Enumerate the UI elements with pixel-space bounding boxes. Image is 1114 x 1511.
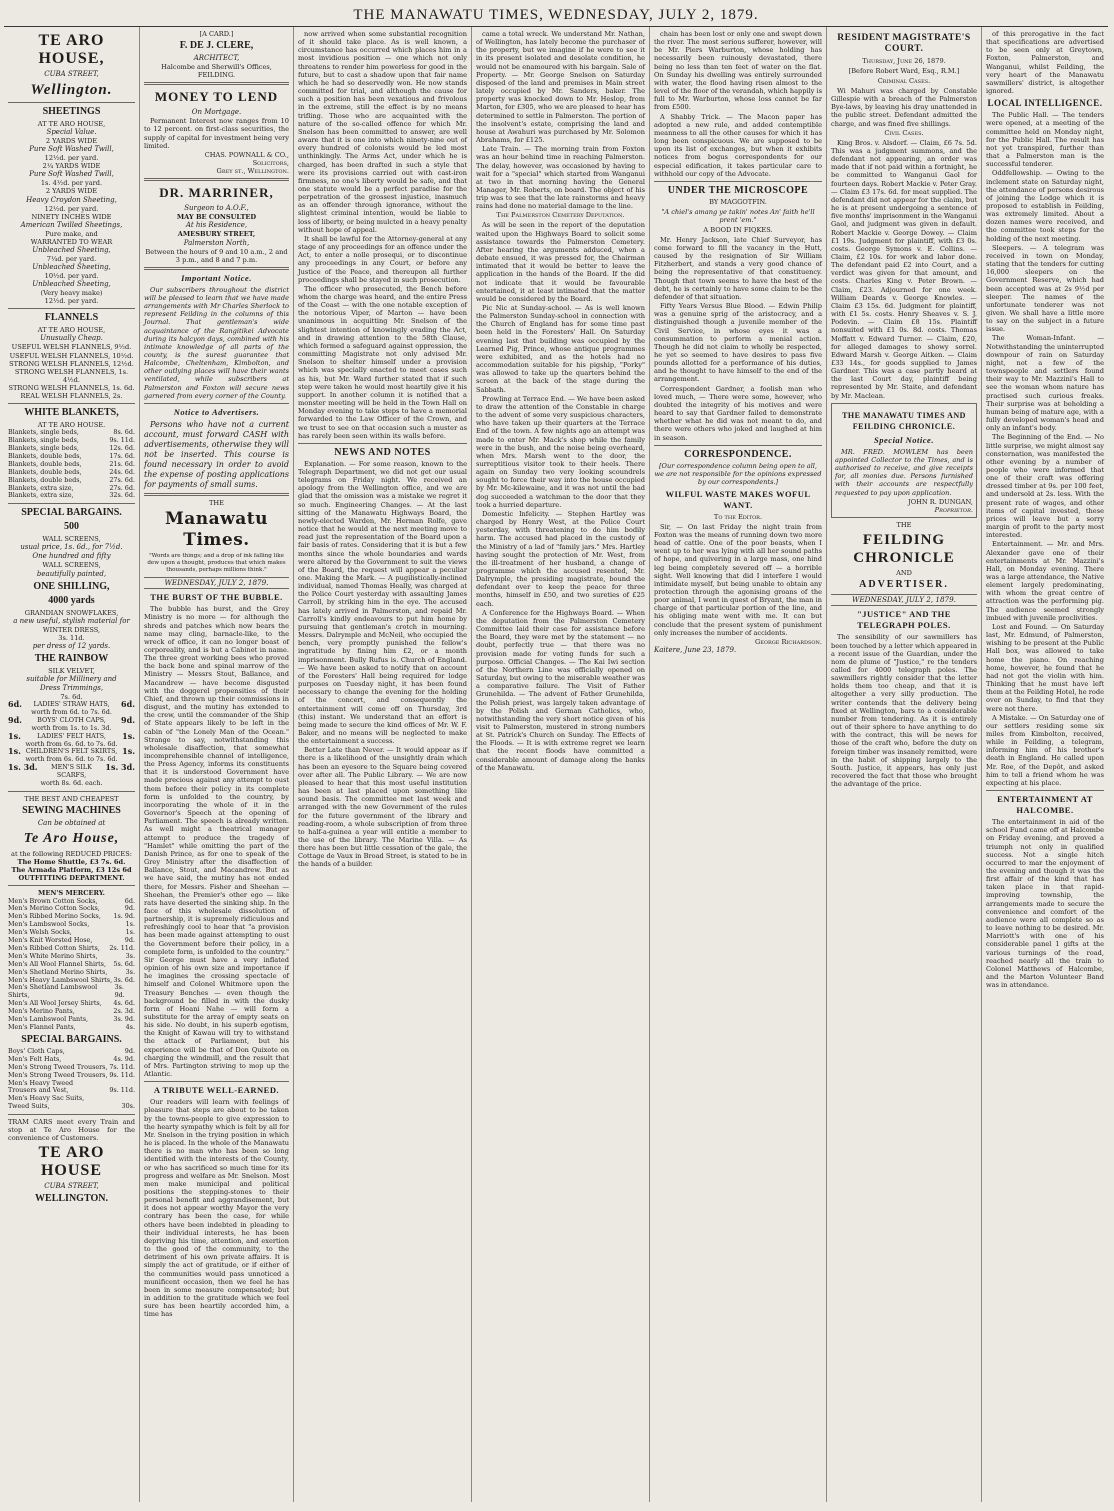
column-te-aro-ad — [4, 27, 140, 1502]
hat-row-cell: LADIES' FELT HATS, — [37, 731, 106, 740]
blanket-row-cell: 24s. 6d. — [109, 467, 135, 476]
bargain-row-cell: 4s. 9d. — [113, 1054, 135, 1063]
mercery-price-list — [8, 898, 135, 1032]
reduced-prices: at the following REDUCED PRICES: — [11, 850, 132, 859]
te-aro-footer-street: CUBA STREET, — [44, 1182, 99, 1191]
box-signature: JOHN R. DUNGAN, — [908, 497, 973, 506]
bargain-row-cell: Men's Felt Hats, — [8, 1054, 62, 1063]
rm-civil-heading: Civil Cases. — [884, 128, 924, 137]
sheetings-heading: SHEETINGS — [42, 106, 101, 117]
bargain-row-cell: Men's Heavy Tweed — [8, 1078, 74, 1087]
money-to-lend-heading: MONEY TO LEND — [154, 89, 279, 105]
mercery-row-cell: Men's Ribbed Cotton Shirts, — [8, 943, 100, 952]
blanket-row-cell: Blankets, double beds, — [8, 467, 82, 476]
rm-court-before: [Before Robert Ward, Esq., R.M.] — [848, 67, 960, 75]
hat-row-cell: 6d. — [121, 698, 135, 709]
mercery-row-cell: 9d. — [124, 936, 135, 945]
mercery-row-cell: 2s. 3d. — [113, 1007, 135, 1016]
bargain-row-cell: Men's Heavy Sac Suits, — [8, 1094, 85, 1103]
col4-paragraph-2: Late Train. — The morning train from Foxton was an hour behind time in reaching Palmerston. The delay, however, was occasioned by having to wait for a "special" which started from Wanganui at two in that morning having the General Manager, Mr. Roberts, on board. The object of his trip was to see that the late rainstorms and heavy rains had done no material damage to the line. — [476, 145, 645, 211]
bargain-row-cell: 30s. — [121, 1102, 135, 1111]
blanket-row-cell: Blankets, extra size, — [8, 483, 74, 492]
sewing-line-1: THE BEST AND CHEAPEST — [24, 794, 119, 803]
mercery-row-cell: Men's Knit Worsted Hose, — [8, 936, 93, 945]
col7-paragraph-3: Oddfellowship. — Owing to the inclement state on Saturday night, the attendance of persons desirous of joining the Lodge which it is proposed to establish in Feilding, was extremely limited. About a dozen names were received, and the committee took steps for the holding of the next meeting. — [986, 169, 1104, 243]
blanket-row-cell: Blankets, double beds, — [8, 459, 82, 468]
mercery-row-cell: 3s. — [125, 967, 135, 976]
blanket-row-cell: Blankets, double beds, — [8, 451, 82, 460]
te-aro-footer-city: WELLINGTON. — [35, 1193, 108, 1205]
box-heading: THE MANAWATU TIMES AND FEILDING CHRONICLE. — [842, 410, 966, 431]
col5-paragraph-2: A Shabby Trick. — The Macon paper has adopted a new rule, and added contemptible meanness to all the other causes for which it has long been conspicuous. We are supposed to be upon its list of exchanges, but when it exhibits notices from bogus correspondents for our especial edification, it takes particular care to withhold our copy of the Advocate. — [654, 112, 822, 178]
sheetings-at: AT TE ARO HOUSE, — [37, 120, 106, 128]
sheetings-special: Special Value. — [46, 128, 97, 137]
column-5 — [650, 27, 827, 1502]
chronicle-the: THE — [896, 521, 912, 530]
hat-row-cell: worth from 6s. 6d. to 7s. 6d. — [25, 739, 118, 748]
chronicle-advertiser: ADVERTISER. — [859, 579, 949, 591]
col4-paragraph-6: Domestic Infelicity. — Stephen Hartley was charged by Henry West, at the Police Court yesterday, with threatening to do him bodily harm. The accused had placed in the custody of the Ministry of a lad of "family jars." Mrs. Hartley having sought the protection of Mr. West, from the ill-treatment of her husband, a change of programme which the accused resented, Mr. Dalrymple, the presiding magistrate, bound the defendant over to keep the peace for three months, himself in £50, and two sureties of £25 each. — [476, 509, 645, 608]
wilful-waste-signature: George Richardson. — [754, 637, 822, 646]
wilful-waste-heading: WILFUL WASTE MAKES WOFUL WANT. — [665, 488, 811, 510]
col7-paragraph-1: of this prerogative in the fact that specifications are advertised to be seen only at Greytown, Foxton, Palmerston, and Wanganui, whilst Feilding, the very heart of the Manawatu sawmillers' district, is altogether ignored. — [986, 30, 1104, 96]
architect-name: F. DE J. CLERE, — [179, 40, 254, 52]
mercery-row-cell: Men's Lambswool Pants, — [8, 1015, 89, 1024]
special-notice-box: THE MANAWATU TIMES AND FEILDING CHRONICLE. Special Notice. MR. FRED. MOWLEM has been appointed Collector to the Times, and is authorised to receive, and give receipts for, all monies due. Persons furnished with their accounts are respectfully requested to pay upon application. JOHN R. DUNGAN, Proprietor. — [831, 403, 977, 518]
doctor-hours: Between the hours of 9 and 10 a.m., 2 and 3 p.m., and 8 and 7 p.m. — [145, 247, 288, 264]
mercery-row-cell: Men's Shetland Lambswool Shirts, — [8, 983, 98, 1000]
te-aro-street: CUBA STREET, — [44, 70, 99, 78]
correspondence-note: [Our correspondence column being open to all, we are not responsible for the opinions expressed by our correspondents.] — [654, 461, 822, 486]
column-3 — [294, 27, 472, 1502]
mercery-row-cell: 4s. 6d. — [113, 999, 135, 1008]
wilful-waste-to: To the Editor. — [713, 512, 763, 521]
mercery-row-cell: Men's Lambswool Socks, — [8, 920, 90, 929]
bargain-row-cell: 9d. — [124, 1046, 135, 1055]
paper-motto: "Words are things; and a drop of ink falling like dew upon a thought, produces that which makes thousands, perhaps millions think." — [147, 553, 286, 574]
col7-paragraph-2: The Public Hall. — The tenders were opened, at a meeting of the committee held on Monday night, for the Public Hall. The result has not yet transpired, further than that a Palmerston man is the successful tenderer. — [986, 111, 1104, 169]
blanket-row-cell: Blankets, single beds, — [8, 443, 79, 452]
money-signature: CHAS. POWNALL & CO., — [204, 150, 289, 159]
hat-row-cell: 1s. — [122, 746, 135, 757]
bargain-row-cell: 9s. 11d. — [109, 1086, 135, 1095]
tribute-text: Our readers will learn with feelings of pleasure that steps are about to be taken by the towns-people to give expression to the hearty sympathy which is felt by all for Mr. Snelson in the trying position in which he is placed. In the whole of the Manawatu there is no man who has been so long identified with the interests of the County, or who has sacrificed so much time for its progress and welfare as Mr. Snelson. Most men make municipal and political positions the stepping-stones to their personal benefit and aggrandisement, but it does not appear worthy Mayor the very contrary has been the case, for while others have been indebted in pleading to their individual interests, he has been depriving his time, attention, and exertion to the good of the community, to the detriment of his own private affairs. It is simply the act of gratitude, or if either of the communities would pass unnoticed a munificent occasion, then we feel he has been in some measure compensated; but in addition to the gratitude which we feel sure has been heartily accorded him, a time has — [144, 1098, 289, 1319]
home-shuttle: The Home Shuttle, £3 7s. 6d. — [17, 858, 126, 867]
bargain-row-cell: 7s. 11d. — [109, 1062, 135, 1071]
tribute-heading: A TRIBUTE WELL-EARNED. — [153, 1085, 280, 1096]
mercery-row-cell: 5s. 6d. — [113, 959, 135, 968]
blanket-row-cell: 9s. 11d. — [109, 436, 135, 445]
burst-bubble-text: The bubble has burst, and the Grey Ministry is no more — for although the shreds and patches which now bears the name may cling, barnacle-like, to the wreck of office, it can no longer boast of corporeality, and is but a Cabinet in name. The three great working bees who proved the back bone and spinal marrow of the Ministry — Messrs Stout, Ballance, and Macandrew — have become disgusted with the doggerel propensities of their Chief, and thrown up their commissions in disgust, and the mutiny has extended to the crew, until the commander of the Ship of State appears likely to be left in the cabin of "the Lonely Man of the Ocean." Strange to say, notwithstanding this wholesale disaffection, that somewhat incomprehensible channel of intelligence, the Press Agency, informs its constituents that it is understood Government have made precious against any attempt to oust them before their policy in its complete form is unfolded to the country, by incorporating the whole of it in the Governor's Speech at the opening of Parliament. The speech is already written. As well might a theatrical manager attempt to produce the tragedy of "Hamlet" while omitting the part of the Danish Prince, as for one to speak of the Grey Ministry after the disaffection of Ballance, Stout, and Macandrew. But as we have said, the mutiny has not ended there, for Messrs. Fisher and Sheehan — Sheehan, the Premier's other ego — like rats have deserted the sinking ship. In the face of this wholesale dissolution of partnership, it is supremely ridiculous and refreshingly cool to hear that "a provision has been made against attempting to oust the Government before their policy, in a complete form, is unfolded to the country." Sir George must have a very inflated opinion of his own size and importance if he imagines the crossing spectacle of himself and Colonel Whitmore upon the Treasury Benches — even though the background be filled in with the dusky form of Hoani Nahe — will form a substitute for the array of empty seats on his side. No doubt, in his superb egotism, the Knight of Kawau will try to withstand the attack of Parliament, but his experience will be that of Don Quixote on charging the windmill, and the result that of Mrs. Partington striving to mop up the Atlantic. — [144, 605, 289, 1079]
important-notice-heading: Important Notice. — [181, 272, 252, 283]
blankets-price-list — [8, 429, 135, 500]
hats-price-list — [8, 698, 135, 788]
col5-paragraph-5: Correspondent Gardner, a foolish man who loved much, — There were some, however, who doubted the integrity of his motives and were heard to say that Gardner failed to demonstrate whether what he did was not meant to do, and there were others who joked and laughed at him in season. — [654, 384, 822, 442]
rm-court-heading: RESIDENT MAGISTRATE'S COURT. — [837, 33, 971, 54]
blanket-row-cell: 17s. 6d. — [109, 451, 135, 460]
col7-paragraph-5: The Woman-Infant. — Notwithstanding the uninterrupted downpour of rain on Saturday night, not a few of the townspeople and settlers found their way to Mr. Mazzini's Hall to see the woman whom nature has practised such curious freaks. Their surprise was at beholding a human being of mature age, with a fully developed woman's head and only an infant's body. — [986, 334, 1104, 433]
col7-paragraph-7: Entertainment. — Mr. and Mrs. Alexander gave one of their entertainments at Mr. Mazzini's Hall, on Monday evening. There was a large attendance, the Native element largely predominating, with whom the great centre of attraction was the performing pig. The audience seemed strongly imbued with juvenile proclivities. — [986, 540, 1104, 622]
flannels-heading: FLANNELS — [44, 312, 99, 324]
burst-bubble-heading: THE BURST OF THE BUBBLE. — [150, 592, 283, 603]
blanket-row-cell: Blankets, single beds, — [8, 428, 79, 437]
mercery-row-cell: Men's All Wool Flannel Shirts, — [8, 959, 106, 968]
col4-paragraph-3: As will be seen in the report of the deputation waited upon the Highways Board to solicit some assistance towards the Palmerston Cemetery. After hearing the arguments adduced, when a debate ensued, it was pressed for, the Chairman intimated that it would be better to leave the application in the hands of the Board. If the did not indicate that it would be favourable entertained, it at least intimated that the matter would be considered by the Board. — [476, 221, 645, 303]
bargain-row-cell: Boys' Cloth Caps, — [8, 1046, 65, 1055]
columns — [4, 27, 1108, 1502]
correspondence-heading: CORRESPONDENCE. — [684, 448, 792, 460]
hat-row-cell: MEN'S SILK SCARFS, — [51, 763, 92, 780]
outfitting-department: OUTFITTING DEPARTMENT. — [18, 874, 125, 883]
mercery-row-cell: 3s. 6d. — [113, 975, 135, 984]
hat-row-cell: CHILDREN'S FELT SKIRTS, — [25, 747, 118, 756]
doctor-heading: DR. MARRINER, — [159, 185, 274, 201]
mercery-row-cell: Men's Merino Pants, — [8, 1007, 75, 1016]
rm-court-date: Thursday, June 26, 1879. — [862, 57, 946, 65]
blankets-at: AT TE ARO HOUSE. — [37, 421, 106, 430]
sheetings-list: 2 YARDS WIDE Pure Soft Washed Twill, 12½d. per yard. 2¼ YARDS WIDE Pure Soft Washed Twill, 1s. 4½d. per yard. 2 YARDS WIDE Heavy Croydon Sheeting, 12½d. per yard. NINETY INCHES WIDE American Twilled Sheetings, Pure make, and WARRANTED TO WEAR Unbleached Sheeting, 7¼d. per yard. Unbleached Sheeting, 10½d. per yard. Unbleached Sheeting, (Very heavy make) 12½d. per yard. — [20, 137, 123, 306]
hat-row-cell: BOYS' CLOTH CAPS, — [37, 715, 106, 724]
col4-paragraph-7: A Conference for the Highways Board. — When the deputation from the Palmerston Cemetery Committee laid their case for assistance before the Board, they were met by the statement — no doubt, perfectly true — that there was no provision made for voting funds for such a purpose. Official Changes. — The Kai Iwi section of the Northern Line was officially opened on Saturday, but owing to the miserable weather was a comparative failure. The Visit of Father Grunehilda. — The advent of Father Grunehilda, the Polish priest, was largely taken advantage of by the Polish and German Catholics, who, notwithstanding the very short notice given of his visit to Palmerston, mustered in strong numbers at St. Patrick's Church on Sunday. The Effects of the Floods. — It is with extreme regret we learn that the recent floods have committed a considerable amount of damage along the banks of the Manawatu. — [476, 608, 645, 772]
col5-paragraph-4: Fifty Years Versus Blue Blood. — Edwin Philip was a genuine sprig of the aristocracy, and a distinguished though a juvenile member of the Civil Service, in whose eyes it was a consummation to perform a menial action. Though he did not claim to wholly be respected, he yet so seemed to have desires to pass five pounds allotted for a performance of his duties, and he thought to have himself to the end of the arrangement. — [654, 302, 822, 384]
hat-row-cell: 1s. 3d. — [8, 762, 38, 773]
mercery-row-cell: 1s. 9d. — [113, 912, 135, 921]
advertisers-notice-heading: Notice to Advertisers. — [173, 406, 260, 417]
cemetery-heading: The Palmerston Cemetery Deputation. — [496, 211, 625, 220]
microscope-chapter: A BOOD IN FIQKES. — [703, 225, 773, 234]
mercery-row-cell: Men's Heavy Lambswool Shirts, — [8, 975, 113, 984]
hat-row-cell: 6d. — [8, 698, 22, 709]
mercery-row-cell: 2s. 11d. — [109, 943, 135, 952]
hat-row-cell: 1s. — [122, 730, 135, 741]
mercery-row-cell: 4s. — [125, 1023, 135, 1031]
mercery-row-cell: 3s. 9d. — [114, 983, 125, 1000]
bargain-row-cell: Men's Strong Tweed Trousers, — [8, 1070, 108, 1079]
card-label: [A CARD.] — [199, 30, 234, 38]
special-bargains-2-heading: SPECIAL BARGAINS. — [21, 1033, 122, 1045]
local-intelligence-heading: LOCAL INTELLIGENCE. — [987, 98, 1103, 109]
bargain-row-cell: Tweed Suits, — [8, 1102, 50, 1111]
blanket-row-cell: Blankets, double beds, — [8, 475, 82, 484]
bargains-2-price-list — [8, 1048, 135, 1111]
mercery-row-cell: Men's All Wool Jersey Shirts, — [8, 999, 102, 1008]
te-aro-footer-title: TE ARO HOUSE — [38, 1144, 105, 1180]
blankets-heading: WHITE BLANKETS, — [24, 407, 119, 419]
mercery-row-cell: 9d. — [124, 904, 135, 913]
money-sub: On Mortgage. — [191, 108, 242, 117]
blanket-row — [8, 492, 135, 500]
mercery-row-cell: 3s. 9d. — [113, 1015, 135, 1024]
te-aro-house-2: Te Aro House, — [23, 831, 120, 847]
blanket-row-cell: Blankets, single beds, — [8, 436, 79, 445]
architect-title: ARCHITECT, — [193, 54, 240, 63]
blanket-row-cell: 12s. 6d. — [109, 443, 135, 452]
justice-text: The sensibility of our sawmillers has been touched by a letter which appeared in a recent issue of the Guardian, under the nom de plume of "Justice," re the tenders called for 4000 telegraph poles. The sawmillers rightly consider that the letter holds them too cheap, and that it is altogether a very silly production. The writer contends that the delivery being fixed at Wellington, bars to a considerable number from tendering. As it is entirely out of their sphere to have anything to do with the contract, this will be news for those of the craft who, before the duty on foreign timber was insanely remitted, were in the habit of shipping largely to the South. Justice, it appears, has only just recovered the fact that those who brought the advantage of the price. — [831, 633, 977, 789]
wilful-waste-place: Kaitere, June 23, 1879. — [654, 646, 737, 655]
blanket-row-cell: 21s. 6d. — [109, 459, 135, 468]
flannels-list: AT TE ARO HOUSE, Unusually Cheap. USEFUL WELSH FLANNELS, 9½d. USEFUL WELSH FLANNELS, 10½d. STRONG WELSH FLANNELS, 12½d. STRONG WELSH FLANNELS, 1s. 4½d. STRONG WELSH FLANNELS, 1s. 6d. REAL WELSH FLANNELS, 2s. — [8, 326, 135, 400]
bargains-list: 500 WALL SCREENS, usual price, 1s. 6d., for 7½d. One hundred and fifty WALL SCREENS, beautifully painted, ONE SHILLING, 4000 yards GRANDIAN SNOWFLAKES, a new useful, stylish material for WINTER DRESS, 3s. 11d. per dress of 12 yards. THE RAINBOW SILK VELVET, suitable for Millinery and Dress Trimmings, 7s. 6d. — [13, 521, 130, 701]
armada-platform: The Armada Platform, £3 12s 6d — [11, 866, 132, 875]
hat-row-cell: worth from 6s. 6d. to 7s. 6d. — [25, 755, 118, 764]
mercery-row-cell: Men's Welsh Socks, — [8, 928, 72, 937]
hat-row-cell: worth 8s. 6d. each. — [40, 779, 103, 788]
money-text: Permanent Interest now ranges from 10 to 12 percent. on first-class securities, the supply of capital for investment being very limited. — [144, 117, 289, 150]
column-4 — [472, 27, 650, 1502]
bargain-row-cell: Trousers and Vest, — [8, 1086, 69, 1095]
sewing-machines-heading: SEWING MACHINES — [22, 805, 121, 817]
justice-heading: "JUSTICE" AND THE TELEGRAPH POLES. — [857, 609, 951, 631]
col7-paragraph-10: The entertainment in aid of the school Fund came off at Halcombe on Friday evening, and proved a triumph not only in qualified success. Not a single hitch occurred to mar the enjoyment of the evening and though it was the first affair of the kind that has taken place in that rapid-improving township, the arrangements made to secure the convenience and comfort of the audience were all complete so as to leave nothing to be desired. Mr. Marriott's with one of his considerable panel 1 gifts at the various turnings of the road, reached nearly all the train to Colonel Matthews of Halcombe, and the Marton Volunteer Band was in attendance. — [986, 818, 1104, 990]
col4-paragraph-1: came a total wreck. We understand Mr. Nathan, of Wellington, has lately become the purchaser of the property, but we imagine if he were to see it in its present isolated and desolate condition, he would not be enamoured with his bargain. Sale of Property. — Mr. George Snelson on Saturday disposed of the land and premises in Main street lately occupied by Mr. Sanders, baker. The property was knocked down to Mr. Heslop, from Marton, for £305, who we are pleased to hear has determined to settle in Palmerston. The portion of the insolvent's estate, comprising the land and house at Awahuri was purchased by Mr. Solomon Abrahams, for £125. — [476, 30, 645, 145]
paper-nameplate: Manawatu Times. — [164, 509, 269, 551]
hat-row-cell: 9d. — [8, 714, 22, 725]
microscope-byline: BY MAGGOTFIN. — [709, 197, 767, 206]
bargain-row-cell: Men's Strong Tweed Trousers, — [8, 1062, 108, 1071]
microscope-heading: UNDER THE MICROSCOPE — [667, 184, 809, 196]
bargain-row — [8, 1103, 135, 1111]
col3-paragraph-4: Better Late than Never. — It would appear as if there is a likelihood of the unsightly drain which has been an eyesore to the Square being covered over after all. The Public Library. — We are now pleased to hear that this most useful institution has been at last placed upon something like sound basis. The committee met last week and arranged with the new Government of the rules for the future government of the library and reading-room, a whole subscription of from three to half-a-guinea a year will entitle a member to the use of the library. The Marine Villa. — As there has been but little cessation of the gale, the Cottage de Vaux in Broad Street, is stated to be in the hands of a builder. — [298, 746, 467, 869]
paper-date: WEDNESDAY, JULY 2, 1879. — [144, 577, 289, 589]
mercery-row-cell: Men's White Merino Shirts, — [8, 951, 98, 960]
advertisers-notice-text: Persons who have not a current account, must forward CASH with advertisements, otherwise they will not be inserted. This course is found necessary in order to avoid the expense of posting applications for payments of small sums. — [144, 419, 289, 489]
mercery-row-cell: 1s. — [125, 920, 135, 929]
te-aro-city: Wellington. — [30, 82, 113, 98]
microscope-quote: "A chiel's amang ye takin' notes An' faith he'll prent 'em." — [661, 207, 815, 224]
entertainment-halcombe-heading: ENTERTAINMENT AT HALCOMBE. — [997, 794, 1093, 816]
col3-paragraph-2: It shall be lawful for the Attorney-general at any stage of any proceedings for an offence under the Act, to enter a nolle prosequi, or to discontinue any proceedings in any Court, or before any Justice of the Peace, and thereupon all further proceedings shall be stayed in such prosecution. — [298, 234, 467, 284]
architect-address: Halcombe and Sherwill's Offices, FEILDING. — [161, 63, 272, 80]
column-7 — [982, 27, 1108, 1502]
col7-paragraph-9: A Mistake. — On Saturday one of our settlers residing some six miles from Kimbolton, received, while in Feilding, a telegram, informing him of his brother's death in England. He called upon Mr. Roe, of the Depôt, and asked him to tell a friend whom he was expecting at his place. — [986, 713, 1104, 787]
wilful-waste-text: Sir, — On last Friday the night train from Foxton was the means of running down two more head of cattle. One of the poor beasts, when I went up to her was lying with all her sound paths of hope, and quivering in a large mass, one hind leg being completely severed off — a horrible sight. Well knowing that did I interfere I would intimidate myself, but being unable to obtain any protection through the agonising groans of the poor animal, I went in quest of Bryant, the man in charge of that particular portion of the line, and his obliging mate went with me. It can but conclude that the present system of punishment only increases the number of accidents. — [654, 522, 822, 637]
blanket-row-cell: 8s. 6d. — [113, 428, 135, 437]
news-notes-text: Explanation. — For some reason, known to the Telegraph Department, we did not get our usual telegrams on Friday night. We received an apology from the Wellington office, and we are glad that the omission was a mistake we regret it so much. Engineering Changes. — At the last sitting of the Manawatu Highways Board, the newly-elected Warden, Mr. Herman Rolfe, gave notice that he would at the next meeting move to read just the representation of the Board upon a fair basis of rates. Considering that it is but a few months since the whole boundaries and wards were altered by the Government to suit the views of the Board, the request will appear a peculiar one. Making the Mark. — A pugilistically-inclined individual, named Thomas Heally, was charged at the Police Court yesterday with assaulting James Carroll, by striking him in the eye. The accused has lately arrived in Palmerston, and repaid Mr. Carroll's kindly endeavours to put him home by pursuing that gentleman's crotch in mourning. Messrs. Dalrymple and McNeil, who occupied the bench, very promptly punished the fellow's ingratitude by fining him £2, or a month imprisonment. Bully Rufus is. Church of England. — We have been asked to notify that on account of the Foresters' Hall being required for lodge purposes on Tuesday night, it has been found necessary to change the evening for the holding of the concert, and consequently the entertainment will come off on Thursday, 3rd (this) instant. We understand that an effort is being made to secure the kind offices of Mr. W. F. Baker, and no means will be neglected to make the entertainment a success. — [298, 459, 467, 746]
news-notes-heading: NEWS AND NOTES — [334, 446, 431, 458]
important-notice-text: Our subscribers throughout the district will be pleased to learn that we have made arrangements with Mr Charles Sherlock to represent Feilding in the columns of this Journal. That gentleman's wide acquaintance of the Rangitikei Advocate during its halcyon days, combined with his intimate knowledge of all parts of the county, is the surest guarantee that Halcombe, Cheltenham, Kimbolton, and other outlying places will have their wants ventilated, while subscribers at Palmerston and Foxton will secure news garnered from every corner of the County. — [144, 285, 289, 400]
rm-civil-text: King Bros. v. Alsdorf. — Claim, £6 7s. 5d. This was a judgment summons, and the defendant not appearing, an order was made that if not paid within a fortnight, he be committed to Wanganui Gaol for fourteen days. Robert Mackie v. Peter Gray. — Claim £3 17s. 6d. for meat supplied. The defendant did not appear for the claim, but he is at present undergoing a sentence of five months' imprisonment in the Wanganui Gaol, and judgment was given in default. Robert Mackie v. George Dowey. — Claim £1 19s. Judgment for plaintiff, with £3 0s. costs. George Symons v. E. Collins. — Claim, £2 10s. for work and labor done. The defendant paid £2 into Court, and a verdict was given for that amount, and costs. Charles King v. Peter Brown. — Claim, £23. Adjourned for one week. William Deards v. George Knowles. — Claim £3 15s. 6d. Judgment for plaintiff, with £1 5s. costs. Henry Sheaves v. S. J. Podevin. — Claim £8 15s. Plaintiff nonsuited with £1 0s. 8d. costs. Thomas Moffatt v. Edward Turner. — Claim, £20, for alleged damages to showy sorrel. Edward Marsh v. George Aitken. — Claim £33 14s., for goods supplied to James Gardner. This was a case partly heard at the last Court day, plaintiff being represented by Mr. Staite, and defendant by Mr. Maclean. — [831, 138, 977, 400]
special-bargains-heading: SPECIAL BARGAINS. — [21, 507, 122, 519]
mercery-row-cell: Men's Ribbed Merino Socks, — [8, 912, 101, 921]
column-6: RESIDENT MAGISTRATE'S COURT. Thursday, June 26, 1879. [Before Robert Ward, Esq., R.M.] Criminal Cases. Wi Mahuri was charged by Constable Gillespie with a breach of the Palmerston Bye-laws, by leaving his dray unattended in the public street. Defendant admitted the charge, and was fined five shillings. Civil Cases. King Bros. v. Alsdorf. — Claim, £6 7s. 5d. This was a judgment summons, and the defendant not appearing, an order was made that if not paid within a fortnight, he be committed to Wanganui Gaol for fourteen days. Robert Mackie v. Peter Gray. — Claim £3 17s. 6d. for meat supplied. The defendant did not appear for the claim, but he is at present undergoing a sentence of five months' imprisonment in the Wanganui Gaol, and judgment was given in default. Robert Mackie v. George Dowey. — Claim £1 19s. Judgment for plaintiff, with £3 0s. costs. George Symons v. E. Collins. — Claim, £2 10s. for work and labor done. The defendant paid £2 into Court, and a verdict was given for that amount, and costs. Charles King v. Peter Brown. — Claim, £23. Adjourned for one week. William Deards v. George Knowles. — Claim £3 15s. 6d. Judgment for plaintiff, with £1 5s. costs. Henry Sheaves v. S. J. Podevin. — Claim £8 15s. Plaintiff nonsuited with £1 0s. 8d. costs. Thomas Moffatt v. Edward Turner. — Claim, £20, for alleged damages to showy sorrel. Edward Marsh v. George Aitken. — Claim £33 14s., for goods supplied to James Gardner. This was a case partly heard at the last Court day, plaintiff being represented by Mr. Staite, and defendant by Mr. Maclean. THE MANAWATU TIMES AND FEILDING CHRONICLE. Special Notice. MR. FRED. MOWLEM has been appointed Collector to the Times, and is authorised to receive, and give receipts for, all monies due. Persons furnished with their accounts are respectfully requested to pay upon application. JOHN R. DUNGAN, Proprietor. THE FEILDING CHRONICLE AND ADVERTISER. WEDNESDAY, JULY 2, 1879. "JUSTICE" AND THE TELEGRAPH POLES. The sensibility of our sawmillers has been touched by a letter which appeared in a recent issue of the Guardian, under the nom de plume of "Justice," re the tenders called for 4000 telegraph poles. The sawmillers rightly consider that the letter holds them too cheap, and that it is altogether a very silly production. The writer contends that the delivery being fixed at Wellington, bars to a considerable number from tendering. As it is entirely out of their sphere to have anything to do with the contract, this will be news for those of the craft who, before the duty on foreign timber was insanely remitted, were in the habit of shipping largely to the South. Justice, it appears, has only just recovered the fact that those who brought the advantage of the price. — [827, 27, 982, 1502]
hat-row-cell: worth from 6d. to 7s. 6d. — [31, 707, 112, 716]
hat-row — [8, 764, 135, 780]
hat-row-cell: worth from 1s. to 1s. 3d. — [31, 723, 112, 732]
blanket-row-cell: 32s. 6d. — [109, 491, 135, 500]
bargain-row-cell: 9s. 11d. — [109, 1070, 135, 1079]
blanket-row-cell: Blankets, extra size, — [8, 491, 74, 500]
mercery-row-cell: 6d. — [124, 896, 135, 905]
mercery-row-cell: Men's Brown Cotton Socks, — [8, 896, 98, 905]
box-special-notice: Special Notice. — [874, 434, 934, 445]
col3-paragraph-3: The officer who prosecuted, the Bench before whom the charge was heard, and the entire Press of the Coast — with the one notable exception of the notorious Viper, of Marton — have been unanimous in acquitting Mr. Snelson of the slightest intention of knowingly evading the Act, and in drawing attention to the 58th Clause, which formed a safeguard against oppression, the committing Magistrate not only advised Mr. Snelson to shelter himself under a provision which was specially enacted to meet cases such as his, but Mr. Ward further stated that if such step were taken he would most heartily give it his support. In another column it is notified that a monster meeting will be held in the Town Hall on Monday evening to take steps to have a memorial forwarded to the Law Officer of the Crown, and we trust to see on that occasion such a muster as has rarely been seen within its walls before. — [298, 284, 467, 440]
mercery-row — [8, 1024, 135, 1032]
mercery-row-cell: Men's Merino Cotton Socks, — [8, 904, 100, 913]
mercery-row-cell: Men's Flannel Pants, — [8, 1023, 76, 1031]
col5-paragraph-3: Mr. Henry Jackson, late Chief Surveyor, has come forward to fill the vacancy in the Hutt, caused by the resignation of Sir William Fitzherbert, and stands a very good chance of being the representative of that constituency. Though that town seems to have the best of the debt, he is certainly to have some claim to be the defender of that situation. — [654, 235, 822, 301]
doctor-consult: MAY BE CONSULTED — [176, 213, 257, 222]
hat-row-cell: 1s. 3d. — [105, 762, 135, 773]
blanket-row-cell: 27s. 6d. — [109, 483, 135, 492]
rm-criminal-text: Wi Mahuri was charged by Constable Gillespie with a breach of the Palmerston Bye-laws, by leaving his dray unattended in the public street. Defendant admitted the charge, and was fined five shillings. — [831, 87, 977, 128]
mens-mercery-heading: MEN'S MERCERY. — [38, 889, 105, 898]
col4-paragraph-5: Prowling at Terrace End. — We have been asked to draw the attention of the Constable in charge to the advent of some very suspicious characters, who have taken up their quarters at the Terrace End of the town. A few nights ago an attempt was made to enter Mr. Mack's shop while the family were in the bush, and the noise being overheard, when Mrs. Marsh went to the door, the surreptitious visitor took to their heels. There again on Sunday two very looking scoundrels sought to force their way into the house occupied by Mr. Mc-kilewaine, and it was not until the bad dog succeeded a watchman to the door that they took a hurried departure. — [476, 394, 645, 509]
hat-row-cell: LADIES' STRAW HATS, — [33, 699, 110, 708]
paper-the: THE — [209, 498, 224, 507]
hat-row-cell: 1s. — [8, 730, 21, 741]
chronicle-date: WEDNESDAY, JULY 2, 1879. — [831, 594, 977, 606]
rm-criminal-heading: Criminal Cases. — [877, 77, 931, 85]
mercery-row-cell: 3s. — [125, 951, 135, 960]
col7-paragraph-8: Lost and Found. — On Saturday last, Mr. Edmund, of Palmerston, wishing to be present at the Public Hall box, was allowed to take home the piano. On reaching home, however, he found that he had not got the violin with him. Thinking that he must have left them at the Feilding Hotel, he rode over on Sunday, to find that they were not there. — [986, 622, 1105, 713]
hat-row-cell: 1s. — [8, 746, 21, 757]
mercery-row-cell: 1s. — [125, 928, 135, 937]
col5-paragraph-1: chain has been lost or only one and swept down the river. The most serious sufferer, however, will be Mr. Piers Warburton, whose holding has necessarily been ruinously devastated, there being no less than ten feet of water on the flat. On Sunday his dwelling was entirely surrounded with water, the flood having risen almost to the level of the floor of the verandah, which happily is full to Mr. Warburton, whose loss cannot be far from £500. — [654, 30, 822, 112]
chronicle-nameplate: FEILDING CHRONICLE — [853, 532, 955, 567]
mercery-row — [8, 984, 135, 1000]
page-masthead: THE MANAWATU TIMES, WEDNESDAY, JULY 2, 1879. — [4, 4, 1108, 27]
blanket-row-cell: 27s. 6d. — [109, 475, 135, 484]
tram-cars-notice: TRAM CARS meet every Train and stop at Te Aro House for the convenience of Customers. — [8, 1118, 135, 1143]
box-text: MR. FRED. MOWLEM has been appointed Collector to the Times, and is authorised to receive, and give receipts for, all monies due. Persons furnished with their accounts are respectfully requested to pay upon application. — [835, 447, 973, 497]
col7-paragraph-6: The Beginning of the End. — No little surprise, we might almost say consternation, was manifested the other evening by a number of people who were informed that one of their craft was offering dressed timber at 9s. per 100 feet, and undersold at 2s. less. With the present rate of wages, and other items of capital invested, these prices will leave but a sorry margin of profit to the party most interested. — [986, 433, 1105, 540]
col3-paragraph-1: now arrived when some substantial recognition of it should take place. As is well known, a circumstance has occurred which places him in a most invidious position — one which not only threatens to render him powerless for good in the future, but to cast a shadow upon that fair name which he had so deservedly won. He now stands committed for trial, and although the cause for such a position has been vexatious and frivolous in the extreme, still the effect is by no means trifling. Those who are acquainted with the nature of the so-called offence for which Mr. Snelson has been committed to answer, are well aware that it is one into which ninety-nine out of every hundred of colonists would be led most unthinkingly. The Arms Act, under which he is charged, has been drafted in such a style that were its provisions carried out with cast-iron firmness, no one's liberty would be safe, and that one statute would be a perfect paradise for the perpetration of the grossest injustice, inasmuch as an offender through ignorance, without the slightest criminal intention, would be liable to loss of liberty, or being mulcted in a heavy penalty without hope of appeal. — [298, 30, 467, 234]
sewing-line-3: Can be obtained at — [37, 819, 106, 828]
hat-row — [8, 780, 135, 788]
hat-row-cell: 9d. — [121, 714, 135, 725]
te-aro-title: TE ARO HOUSE, — [38, 32, 105, 67]
col7-paragraph-4: Sleepers. — A telegram was received in town on Monday, stating that the tenders for cutting 16,000 sleepers on the Government Reserve, which had been accepted was at 2s 9½d per sleeper. The names of the unfortunate tenderer was not given. We shall have a little more to say on the subject in a future issue. — [986, 243, 1104, 334]
mercery-row-cell: Men's Shetland Merino Shirts, — [8, 967, 108, 976]
column-2: [A CARD.] F. DE J. CLERE, ARCHITECT, Halcombe and Sherwill's Offices, FEILDING. MONEY TO LEND On Mortgage. Permanent Interest now ranges from 10 to 12 percent. on first-class securities, the supply of capital for investment being very limited. CHAS. POWNALL & CO., Solicitors, Grey st., Wellington. DR. MARRINER, Surgeon to A.O.F., MAY BE CONSULTED At his Residence, AMESBURY STREET, Palmerston North, Between the hours of 9 and 10 a.m., 2 and 3 p.m., and 8 and 7 p.m. Important Notice. Our subscribers throughout the district will be pleased to learn that we have made arrangements with Mr Charles Sherlock to represent Feilding in the columns of this Journal. That gentleman's wide acquaintance of the Rangitikei Advocate during its halcyon days, combined with his intimate knowledge of all parts of the county, is the surest guarantee that Halcombe, Cheltenham, Kimbolton, and other outlying places will have their wants ventilated, while subscribers at Palmerston and Foxton will secure news garnered from every corner of the County. Notice to Advertisers. Persons who have not a current account, must forward CASH with advertisements, otherwise they will not be inserted. This course is found necessary in order to avoid the expense of posting applications for payments of small sums. THE Manawatu Times. "Words are things; and a drop of ink falling like dew upon a thought, produces that which makes thousands, perhaps millions think." WEDNESDAY, JULY 2, 1879. THE BURST OF THE BUBBLE. The bubble has burst, and the Grey Ministry is no more — for although the shreds and patches which now bears the name may cling, barnacle-like, to the wreck of office, it can no longer boast of corporeality, and is but a Cabinet in name. The three great working bees who proved the back bone and spinal marrow of the Ministry — Messrs Stout, Ballance, and Macandrew — have become disgusted with the doggerel propensities of their Chief, and thrown up their commissions in disgust, and the mutiny has extended to the crew, until the commander of the Ship of State appears likely to be left in the cabin of "the Lonely Man of the Ocean." Strange to say, notwithstanding this wholesale disaffection, that somewhat incomprehensible channel of intelligence, the Press Agency, informs its constituents that it is understood Government have made precious against any attempt to oust them before their policy in its complete form is unfolded to the country, by incorporating the whole of it in the Governor's Speech at the opening of Parliament. The speech is already written. As well might a theatrical manager attempt to produce the tragedy of "Hamlet" while omitting the part of the Danish Prince, as for one to speak of the Grey Ministry after the disaffection of Ballance, Stout, and Macandrew. But as we have said, the mutiny has not ended there, for Messrs. Fisher and Sheehan — Sheehan, the Premier's other ego — like rats have deserted the sinking ship. In the face of this wholesale dissolution of partnership, it is supremely ridiculous and refreshingly cool to hear that "a provision has been made against attempting to oust the Government before their policy, in a complete form, is unfolded to the country." Sir George must have a very inflated opinion of his own size and importance if he imagines the crossing spectacle of himself and Colonel Whitmore upon the Treasury Benches — even though the background be filled in with the dusky form of Hoani Nahe — will form a substitute for the array of empty seats on his side. No doubt, in his superb egotism, the Knight of Kawau will try to withstand the attack of Parliament, but his experience will be that of Don Quixote on charging the windmill, and the result that of Mrs. Partington striving to mop up the Atlantic. A TRIBUTE WELL-EARNED. Our readers will learn with feelings of pleasure that steps are about to be taken by the towns-people to give expression to the hearty sympathy which is felt by all for Mr. Snelson in the trying position in which he is placed. In the whole of the Manawatu there is no man who has been so long identified with the interests of the County, or who has sacrificed so much time for its progress and welfare as Mr. Snelson. Most men make municipal and political positions the stepping-stones to their personal benefit and aggrandisement, but it does not appear worthy Mayor the very contrary has been the case, for while others have been indebted in pleading to their individual interests, he has been depriving his time, attention, and exertion to the good of the community, to the detriment of his own private affairs. It is simply the act of gratitude, or if either of the communities would pass unnoticed a munificent occasion, then we feel he has been in some measure compensated; but in addition to the gratitude which we feel sure has been heartily accorded him, a time has — [140, 27, 294, 1502]
col4-paragraph-4: Pic Nic at Sunday-school. — As is well known the Palmerston Sunday-school in connection with the Church of England has for some time past been held in the Foresters' Hall. On Saturday evening last that building was occupied by the Learned Pig, Prince, whose antique programmes were exhibited, and as the hotels had no accommodation suitable for his pigship, "Porky" was allowed to take up the quarters behind the screen at the back of the stage during the Sabbath. — [476, 304, 645, 394]
